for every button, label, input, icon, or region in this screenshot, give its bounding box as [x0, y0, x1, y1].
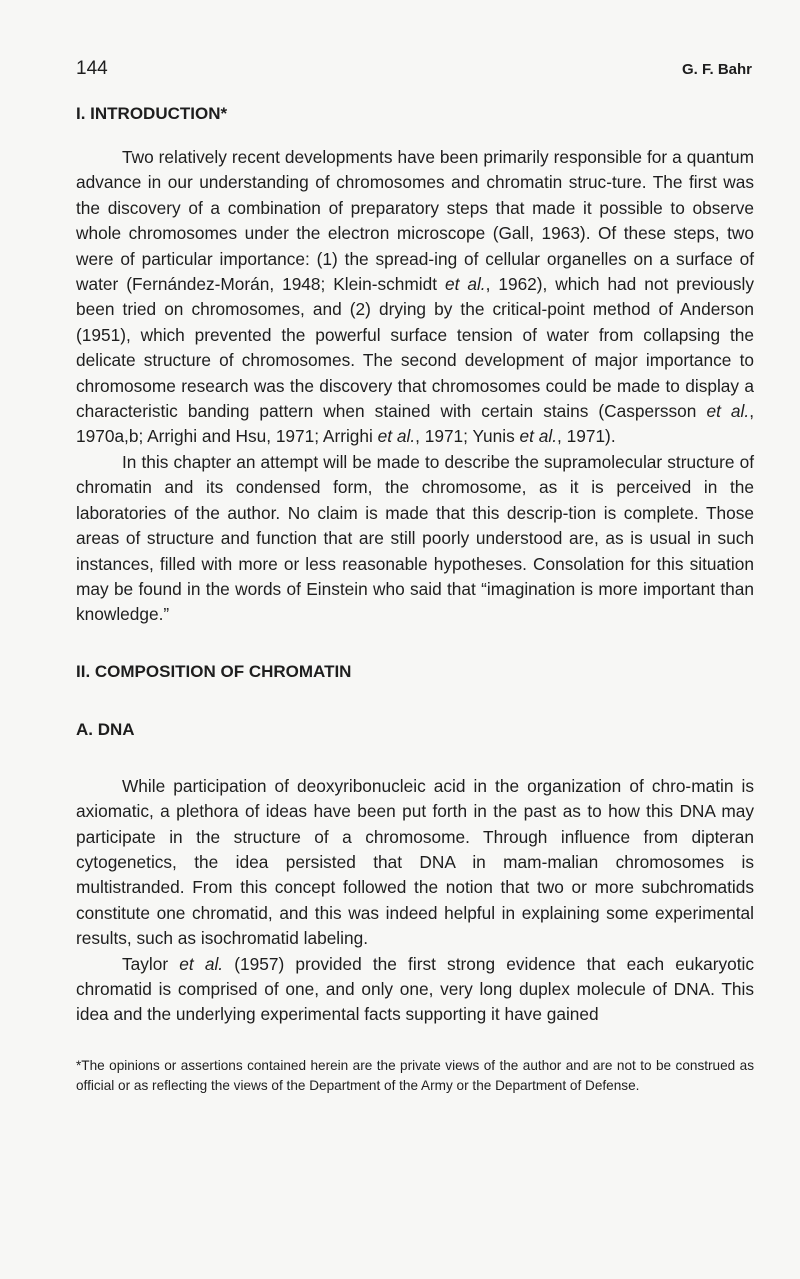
text-run: , 1971). [557, 426, 616, 447]
text-run-italic: et al. [444, 274, 486, 295]
text-run-italic: et al. [706, 401, 750, 422]
text-run: Two relatively recent developments have been primarily responsible for a quantum advance in our understanding of chromosomes and chromatin struc-ture. The first was the discovery of a combination of preparatory steps that made it possible to observe whole chromosomes under the electron microscope (Gall, 1963). Of these steps, two were of particular importance: (1) the spread-ing of cellular organelles on a surface of water (Fernández-Morán, 1948; Klein-schmidt [76, 147, 754, 295]
footnote: *The opinions or assertions contained herein are the private views of the author and are not to be construed as official or as reflecting the views of the Department of the Army or the Department of Defense. [76, 1057, 754, 1093]
paragraph-dna-2 [76, 952, 754, 1028]
text-run: Taylor [122, 953, 180, 974]
running-head-author: G. F. Bahr [681, 61, 752, 78]
text-run-italic: et al. [377, 426, 416, 447]
page-number: 144 [76, 58, 108, 79]
paragraph-intro-2: In this chapter an attempt will be made to describe the supramolecular structure of chromatin and its condensed form, the chromosome, as it is perceived in the laboratories of the author. No claim is made that this descrip-tion is complete. Those areas of structure and function that are still poorly understood are, as is usual in such instances, filled with more or less reasonable hypotheses. Consolation for this situation may be found in the words of Einstein who said that “imagination is more important than knowledge.” [76, 451, 754, 625]
text-run-italic: et al. [519, 426, 558, 447]
page-content [76, 104, 754, 1109]
text-run: (1957) provided the first strong evidence that each eukaryotic chromatid is comprised of one, and only one, very long duplex molecule of DNA. This idea and the underlying experimental facts supporting it have gained [76, 953, 754, 1025]
section-heading-composition: II. COMPOSITION OF CHROMATIN [76, 661, 352, 681]
text-run: , 1962), which had not previously been tried on chromosomes, and (2) drying by the critical-point method of Anderson (1951), which prevented the powerful surface tension of water from collapsing the delicate structure of chromosomes. The second development of major importance to chromosome research was the discovery that chromosomes could be made to display a characteristic banding pattern when stained with certain stains (Caspersson [76, 274, 755, 422]
paragraph-intro-1 [76, 145, 754, 450]
paragraph-dna-1: While participation of deoxyribonucleic acid in the organization of chro-matin is axiomatic, a plethora of ideas have been put forth in the past as to how this DNA may participate in the structure of a chromosome. Through influence from dipteran cytogenetics, the idea persisted that DNA in mam-malian chromosomes is multistranded. From this concept followed the notion that two or more subchromatids constitute one chromatid, and this was indeed helpful in explaining some experimental results, such as isochromatid labeling. [76, 775, 754, 949]
text-run: , 1971; Yunis [415, 426, 520, 447]
subsection-heading-dna: A. DNA [76, 719, 135, 739]
section-heading-introduction: I. INTRODUCTION* [76, 104, 228, 123]
running-head [76, 58, 752, 80]
text-run: , 1970a,b; Arrighi and Hsu, 1971; Arrighi [76, 401, 754, 447]
text-run-italic: et al. [179, 953, 224, 974]
